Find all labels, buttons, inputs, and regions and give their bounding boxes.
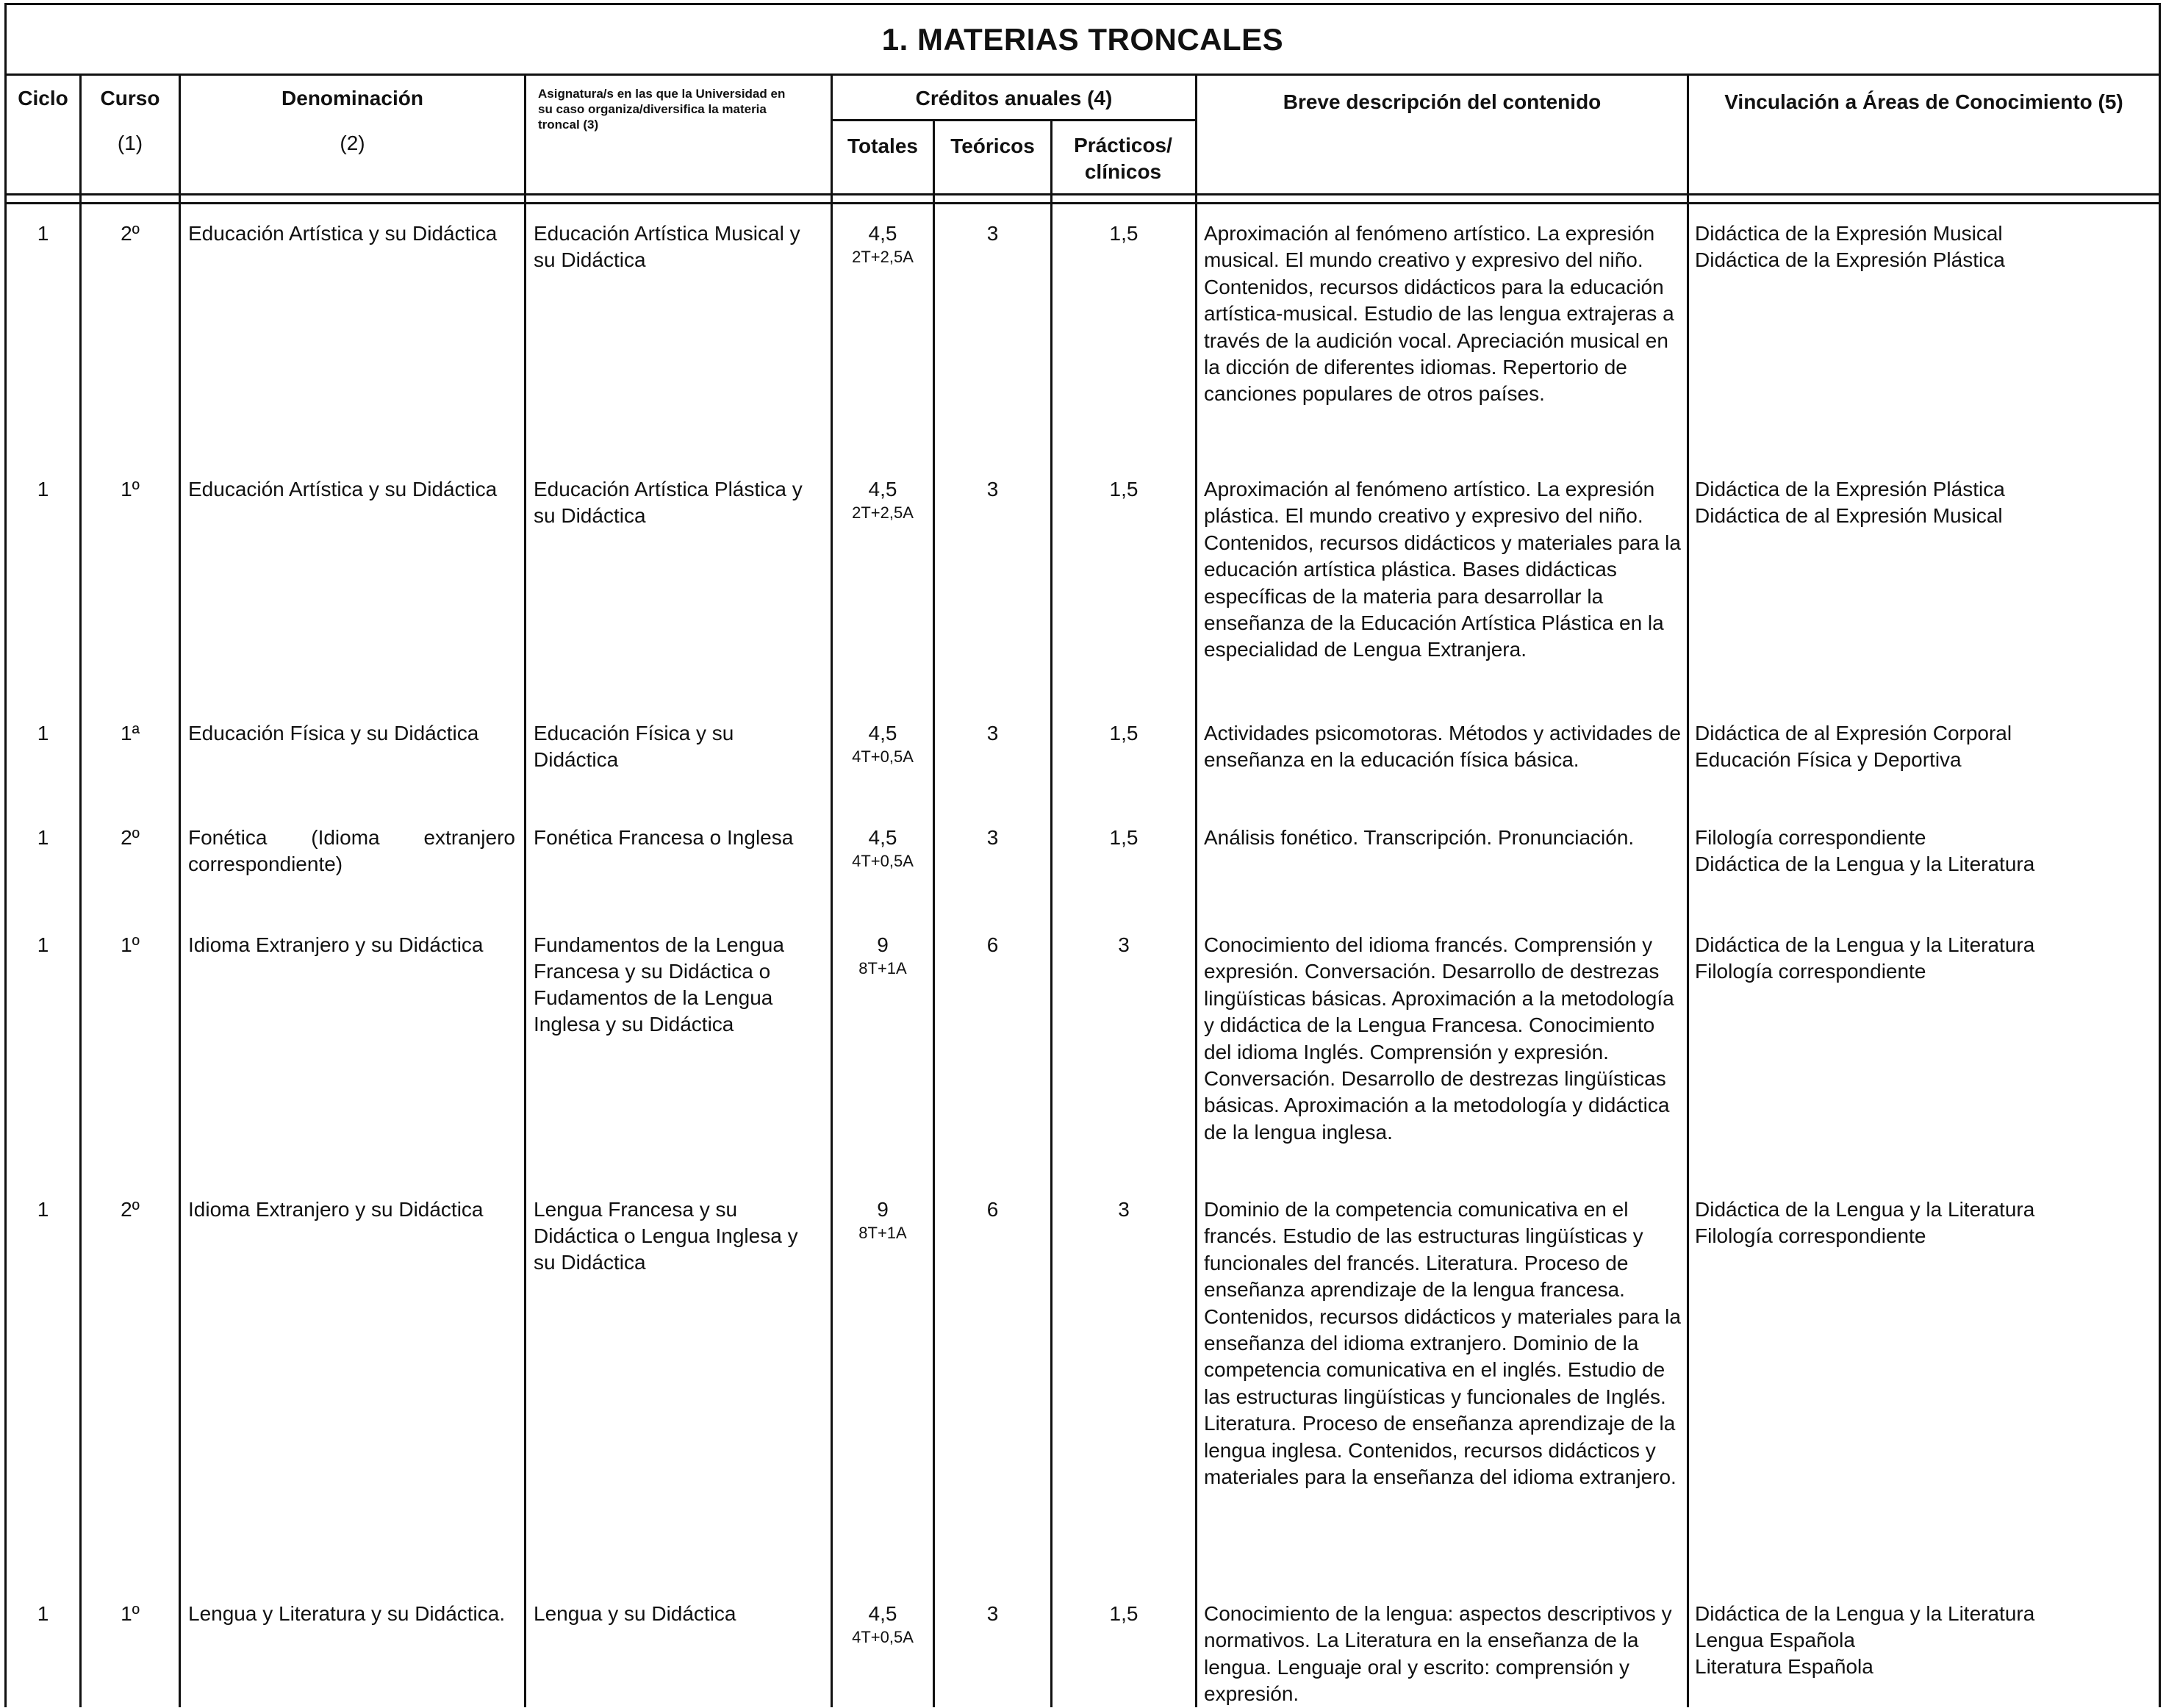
col-sep-1 (79, 76, 82, 1707)
cell-practicos: 3 (1118, 1198, 1130, 1221)
border-left (4, 76, 7, 1707)
cell-asignatura: Educación Artística Musical y su Didáctica (534, 222, 800, 271)
creditos-totales-detail: 8T+1A (858, 1224, 907, 1242)
cell-practicos: 1,5 (1109, 222, 1138, 245)
creditos-totales-value: 4,5 (868, 1602, 897, 1625)
cell-descripcion: Conocimiento de la lengua: aspectos descriptivos y normativos. La Literatura en la enseñanza de la lengua. Lenguaje oral y escrito: comprensión y expresión. (1204, 1602, 1672, 1706)
cell-practicos: 1,5 (1109, 826, 1138, 849)
vinculacion-area: Didáctica de la Lengua y la Literatura (1695, 933, 2035, 956)
cell-asignatura: Fundamentos de la Lengua Francesa y su Didáctica o Fudamentos de la Lengua Inglesa y su Didáctica (534, 933, 784, 1036)
cell-curso: 2º (121, 222, 140, 245)
cell-vinculacion (1695, 932, 2158, 985)
cell-descripcion: Aproximación al fenómeno artístico. La expresión plástica. El mundo creativo y expresivo del niño. Contenidos, recursos didácticos y materiales para la educación artística plástica. Bases didácticas específicas de la materia para desarrollar la enseñanza de la Educación Artística Plástica en la especialidad de Lengua Extranjera. (1204, 478, 1681, 661)
header-creditos: Créditos anuales (4) (915, 87, 1113, 110)
vinculacion-area: Didáctica de la Lengua y la Literatura (1695, 853, 2035, 875)
cell-asignatura: Educación Física y su Didáctica (534, 722, 734, 771)
cell-totales (833, 476, 933, 523)
cell-teoricos: 3 (986, 222, 999, 245)
creditos-totales-value: 4,5 (868, 222, 897, 245)
vinculacion-area: Didáctica de la Lengua y la Literatura (1695, 1602, 2035, 1625)
cell-teoricos: 6 (986, 1198, 999, 1221)
cell-descripcion: Aproximación al fenómeno artístico. La expresión musical. El mundo creativo y expresivo del niño. Contenidos, recursos didácticos para la educación artística-musical. Estudio de las lengua extrajeras a través de la audición vocal. Apreciación musical en la dicción de diferentes idiomas. Repertorio de canciones populares de otros países. (1204, 222, 1674, 406)
cell-ciclo: 1 (37, 478, 49, 500)
cell-teoricos: 3 (986, 478, 999, 500)
header-bottom-rule-2 (4, 202, 2161, 204)
header-totales: Totales (847, 134, 918, 157)
cell-vinculacion (1695, 825, 2158, 878)
cell-ciclo: 1 (37, 933, 49, 956)
creditos-totales-detail: 4T+0,5A (852, 747, 914, 766)
cell-teoricos: 6 (986, 933, 999, 956)
vinculacion-area: Didáctica de al Expresión Corporal (1695, 722, 2012, 744)
vinculacion-area: Literatura Española (1695, 1655, 1873, 1678)
header-vinculacion: Vinculación a Áreas de Conocimiento (5) (1724, 90, 2123, 113)
col-sep-2 (179, 76, 181, 1707)
cell-descripcion: Análisis fonético. Transcripción. Pronunciación. (1204, 826, 1635, 849)
cell-totales (833, 720, 933, 767)
cell-denominacion: Lengua y Literatura y su Didáctica. (188, 1602, 506, 1625)
creditos-totales-value: 4,5 (868, 722, 897, 744)
header-curso: Curso (100, 87, 160, 110)
cell-totales (833, 825, 933, 872)
page-title: 1. MATERIAS TRONCALES (4, 3, 2161, 76)
cell-denominacion: Educación Física y su Didáctica (188, 722, 479, 744)
cell-practicos: 3 (1118, 933, 1130, 956)
cell-totales (833, 1196, 933, 1244)
cell-vinculacion (1695, 720, 2158, 773)
vinculacion-area: Didáctica de la Expresión Plástica (1695, 478, 2005, 500)
col-sep-8 (1687, 76, 1689, 1707)
cell-descripcion: Conocimiento del idioma francés. Comprensión y expresión. Conversación. Desarrollo de destrezas lingüísticas básicas. Aproximación a la metodología y didáctica de la Lengua Francesa. Conocimiento del idioma Inglés. Comprensión y expresión. Conversación. Desarrollo de destrezas lingüísticas básicas. Aproximación a la metodología y didáctica de la lengua inglesa. (1204, 933, 1674, 1144)
creditos-totales-value: 4,5 (868, 826, 897, 849)
creditos-totales-detail: 8T+1A (858, 959, 907, 977)
cell-denominacion: Fonética (Idioma extranjero correspondiente) (188, 826, 515, 875)
cell-descripcion: Actividades psicomotoras. Métodos y actividades de enseñanza en la educación física básica. (1204, 722, 1681, 772)
creditos-totales-detail: 4T+0,5A (852, 1628, 914, 1646)
cell-asignatura: Lengua y su Didáctica (534, 1602, 736, 1625)
cell-totales (833, 1601, 933, 1648)
cell-denominacion: Idioma Extranjero y su Didáctica (188, 933, 484, 956)
vinculacion-area: Didáctica de la Expresión Plástica (1695, 248, 2005, 271)
vinculacion-area: Filología correspondiente (1695, 960, 1926, 983)
col-sep-4 (831, 76, 833, 1707)
cell-ciclo: 1 (37, 1602, 49, 1625)
cell-teoricos: 3 (986, 826, 999, 849)
header-denominacion-note: (2) (340, 132, 365, 154)
cell-vinculacion (1695, 220, 2158, 273)
cell-practicos: 1,5 (1109, 478, 1138, 500)
cell-teoricos: 3 (986, 1602, 999, 1625)
cell-asignatura: Lengua Francesa y su Didáctica o Lengua Inglesa y su Didáctica (534, 1198, 798, 1274)
cell-vinculacion (1695, 1196, 2158, 1249)
cell-totales (833, 220, 933, 268)
cell-curso: 1º (121, 1602, 140, 1625)
cell-denominacion: Educación Artística y su Didáctica (188, 222, 498, 245)
cell-ciclo: 1 (37, 826, 49, 849)
cell-ciclo: 1 (37, 722, 49, 744)
col-sep-6 (1050, 119, 1052, 1707)
cell-teoricos: 3 (986, 722, 999, 744)
cell-ciclo: 1 (37, 222, 49, 245)
cell-practicos: 1,5 (1109, 1602, 1138, 1625)
vinculacion-area: Didáctica de la Lengua y la Literatura (1695, 1198, 2035, 1221)
header-bottom-rule (4, 193, 2161, 195)
vinculacion-area: Lengua Española (1695, 1629, 1855, 1651)
cell-curso: 2º (121, 826, 140, 849)
header-ciclo: Ciclo (18, 87, 68, 110)
cell-curso: 1ª (121, 722, 140, 744)
creditos-totales-detail: 4T+0,5A (852, 852, 914, 870)
cell-denominacion: Educación Artística y su Didáctica (188, 478, 498, 500)
vinculacion-area: Filología correspondiente (1695, 826, 1926, 849)
border-right (2159, 76, 2161, 1707)
cell-curso: 1º (121, 933, 140, 956)
col-sep-7 (1195, 76, 1197, 1707)
col-sep-3 (524, 76, 526, 1707)
cell-asignatura: Educación Artística Plástica y su Didáctica (534, 478, 803, 527)
cell-ciclo: 1 (37, 1198, 49, 1221)
vinculacion-area: Educación Física y Deportiva (1695, 748, 1962, 771)
cell-vinculacion (1695, 1601, 2158, 1680)
header-curso-note: (1) (117, 132, 143, 154)
cell-totales (833, 932, 933, 979)
header-practicos: Prácticos/ clínicos (1074, 134, 1172, 183)
cell-denominacion: Idioma Extranjero y su Didáctica (188, 1198, 484, 1221)
header-denominacion: Denominación (281, 87, 423, 110)
header-teoricos: Teóricos (950, 134, 1035, 157)
cell-curso: 1º (121, 478, 140, 500)
vinculacion-area: Filología correspondiente (1695, 1224, 1926, 1247)
cell-asignatura: Fonética Francesa o Inglesa (534, 826, 794, 849)
creditos-totales-detail: 2T+2,5A (852, 503, 914, 522)
cell-descripcion: Dominio de la competencia comunicativa en el francés. Estudio de las estructuras lingüísticas y funcionales del francés. Literatura. Proceso de enseñanza aprendizaje de la lengua francesa. Contenidos, recursos didácticos y materiales para la enseñanza del idioma extranjero. Dominio de la competencia comunicativa en el inglés. Estudio de las estructuras lingüísticas y funcionales de Inglés. Literatura. Proceso de enseñanza aprendizaje de la lengua inglesa. Contenidos, recursos didácticos y materiales para la enseñanza del idioma extranjero. (1204, 1198, 1681, 1489)
col-sep-5 (933, 119, 935, 1707)
header-descripcion: Breve descripción del contenido (1283, 90, 1602, 113)
creditos-totales-value: 4,5 (868, 478, 897, 500)
cell-vinculacion (1695, 476, 2158, 529)
creditos-totales-value: 9 (877, 1198, 889, 1221)
creditos-totales-detail: 2T+2,5A (852, 248, 914, 266)
creditos-sub-rule (831, 119, 1195, 121)
vinculacion-area: Didáctica de la Expresión Musical (1695, 222, 2003, 245)
vinculacion-area: Didáctica de al Expresión Musical (1695, 504, 2003, 527)
creditos-totales-value: 9 (877, 933, 889, 956)
cell-practicos: 1,5 (1109, 722, 1138, 744)
header-asignatura: Asignatura/s en las que la Universidad en su caso organiza/diversifica la materia troncal (3) (538, 87, 786, 132)
cell-curso: 2º (121, 1198, 140, 1221)
